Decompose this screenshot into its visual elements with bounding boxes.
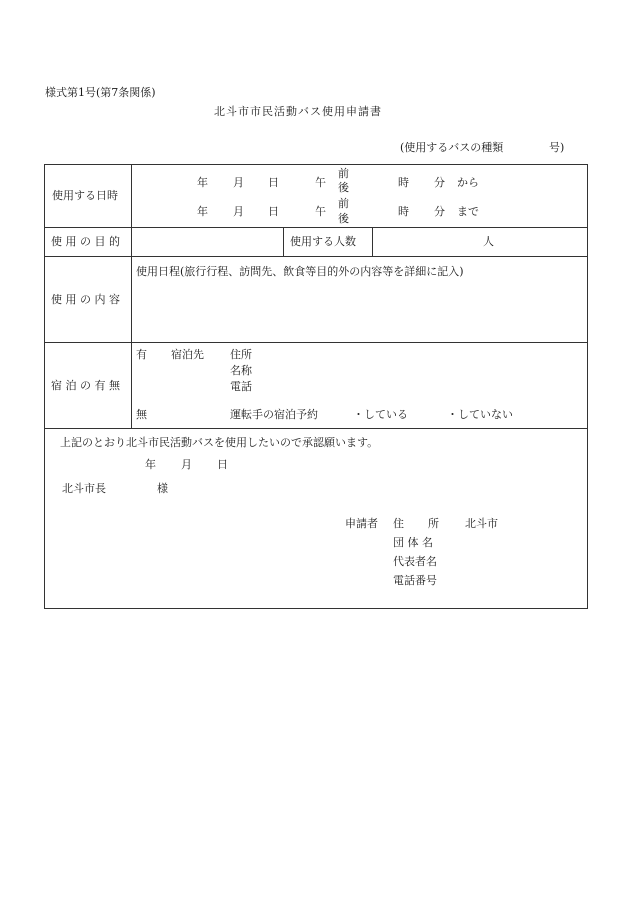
application-form [44,164,588,609]
phone-number-label: 電話番号 [393,574,437,587]
people-label: 使用する人数 [290,235,356,248]
row-divider [45,342,588,343]
datetime-label: 使用する日時 [52,189,118,202]
row-divider [45,256,588,257]
end-month: 月 [233,205,244,218]
end-year: 年 [197,205,208,218]
purpose-label: 使 用 の 目 的 [51,235,120,248]
request-day: 日 [217,458,228,471]
column-divider [283,227,284,256]
address-label-1: 住 [393,517,404,530]
bus-number-unit: 号) [549,141,565,154]
representative-label: 代表者名 [393,555,437,568]
start-month: 月 [233,176,244,189]
form-number: 様式第1号(第7条関係) [45,86,156,99]
lodging-no[interactable]: 無 [136,408,147,421]
group-name-label: 団 体 名 [393,536,433,549]
lodging-place-label: 宿泊先 [171,348,204,361]
start-noon: 午 [315,176,326,189]
start-year: 年 [197,176,208,189]
address-label-2: 所 [428,517,439,530]
end-am[interactable]: 前 [338,197,349,210]
content-note: 使用日程(旅行行程、訪問先、飲食等目的外の内容等を詳細に記入) [136,265,464,278]
end-to: まで [457,205,479,218]
lodging-label: 宿 泊 の 有 無 [51,379,120,392]
start-day: 日 [268,176,279,189]
bus-type-label: (使用するバスの種類 [400,141,504,154]
start-hour: 時 [398,176,409,189]
request-year: 年 [145,458,156,471]
lodging-address-label: 住所 [230,348,252,361]
row-divider [45,428,588,429]
mayor-label: 北斗市長 [62,482,106,495]
driver-reservation-no[interactable]: ・していない [447,408,513,421]
start-am[interactable]: 前 [338,167,349,180]
applicant-label: 申請者 [345,517,378,530]
row-divider [45,227,588,228]
lodging-yes[interactable]: 有 [136,348,147,361]
address-city: 北斗市 [465,517,498,530]
column-divider [131,165,132,428]
honorific: 様 [157,482,168,495]
content-label: 使 用 の 内 容 [51,293,120,306]
request-statement: 上記のとおり北斗市民活動バスを使用したいので承認願います。 [60,436,379,449]
end-pm[interactable]: 後 [338,212,349,225]
end-noon: 午 [315,205,326,218]
column-divider [372,227,373,256]
end-hour: 時 [398,205,409,218]
end-minute: 分 [434,205,445,218]
lodging-phone-label: 電話 [230,380,252,393]
driver-reservation-yes[interactable]: ・している [353,408,408,421]
people-unit: 人 [483,235,494,248]
end-day: 日 [268,205,279,218]
request-month: 月 [181,458,192,471]
start-minute: 分 [434,176,445,189]
start-from: から [457,176,479,189]
driver-reservation-label: 運転手の宿泊予約 [230,408,318,421]
lodging-name-label: 名称 [230,364,252,377]
page-title: 北斗市市民活動バス使用申請書 [214,105,382,118]
start-pm[interactable]: 後 [338,181,349,194]
